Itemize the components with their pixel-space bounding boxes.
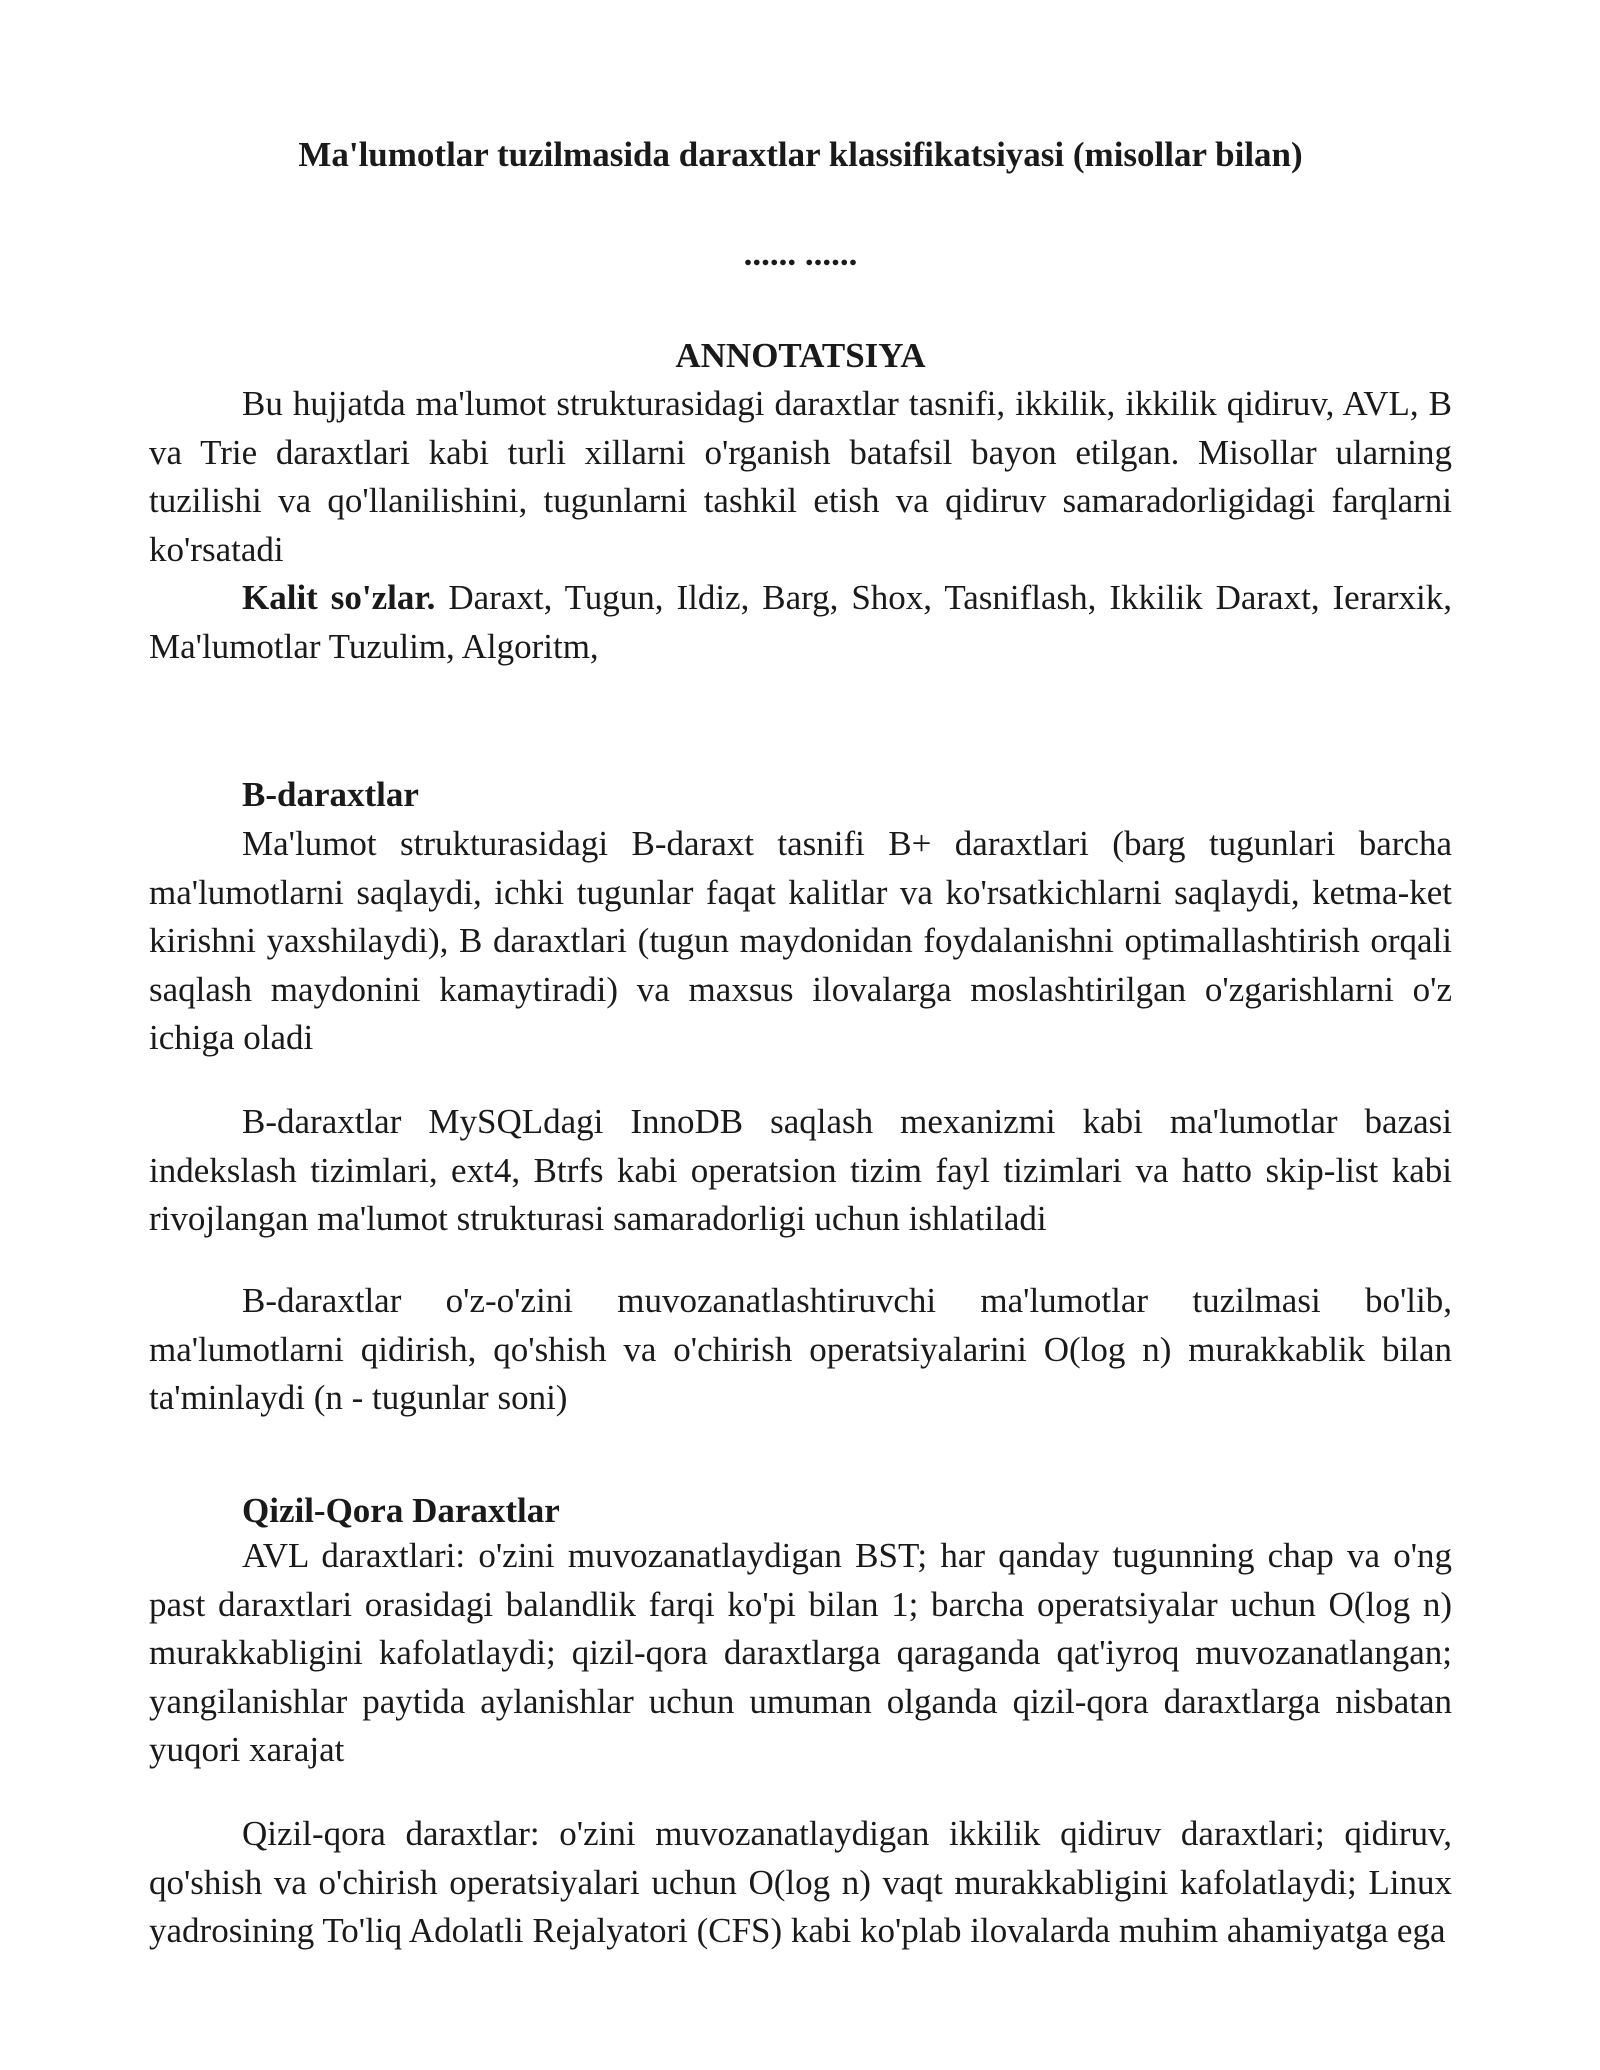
section-paragraph: B-daraxtlar MySQLdagi InnoDB saqlash mexanizmi kabi ma'lumotlar bazasi indekslash tizimlari, ext4, Btrfs kabi operatsion tizim fayl tizimlari va hatto skip-list kabi rivojlangan ma'lumot strukturasi samaradorligi uchun ishlatiladi <box>149 1102 1452 1238</box>
section-paragraph: AVL daraxtlari: o'zini muvozanatlaydigan BST; har qanday tugunning chap va o'ng past daraxtlari orasidagi balandlik farqi ko'pi bilan 1; barcha operatsiyalar uchun O(log n) murakkabligini kafolatlaydi; qizil-qora daraxtlarga qaraganda qat'iyroq muvozanatlangan; yangilanishlar paytida aylanishlar uchun umuman olganda qizil-qora daraxtlarga nisbatan yuqori xarajat <box>149 1536 1452 1769</box>
document-title: Ma'lumotlar tuzilmasida daraxtlar klassifikatsiyasi (misollar bilan) <box>298 135 1303 174</box>
keywords-text: Daraxt, Tugun, Ildiz, Barg, Shox, Tasniflash, Ikkilik Daraxt, Ierarxik, Ma'lumotlar Tuzulim, Algoritm, <box>149 578 1452 666</box>
annotation-paragraph: Bu hujjatda ma'lumot strukturasidagi daraxtlar tasnifi, ikkilik, ikkilik qidiruv, AVL, B va Trie daraxtlari kabi turli xillarni o'rganish batafsil bayon etilgan. Misollar ularning tuzilishi va qo'llanilishini, tugunlarni tashkil etish va qidiruv samaradorligidagi farqlarni ko'rsatadi <box>149 384 1452 569</box>
section-paragraph: B-daraxtlar o'z-o'zini muvozanatlashtiruvchi ma'lumotlar tuzilmasi bo'lib, ma'lumotlarni qidirish, qo'shish va o'chirish operatsiyalarini O(log n) murakkablik bilan ta'minlaydi (n - tugunlar soni) <box>149 1281 1452 1417</box>
section-heading-b-trees: B-daraxtlar <box>242 775 419 814</box>
keywords-paragraph <box>149 574 1452 671</box>
section-heading-red-black-trees: Qizil-Qora Daraxtlar <box>242 1491 560 1530</box>
annotation-heading: ANNOTATSIYA <box>675 336 926 375</box>
section-paragraph: Ma'lumot strukturasidagi B-daraxt tasnifi B+ daraxtlari (barg tugunlari barcha ma'lumotlarni saqlaydi, ichki tugunlar faqat kalitlar va ko'rsatkichlarni saqlaydi, ketma-ket kirishni yaxshilaydi), B daraxtlari (tugun maydonidan foydalanishni optimallashtirish orqali saqlash maydonini kamaytiradi) va maxsus ilovalarga moslashtirilgan o'zgarishlarni o'z ichiga oladi <box>149 824 1452 1057</box>
section-paragraph: Qizil-qora daraxtlar: o'zini muvozanatlaydigan ikkilik qidiruv daraxtlari; qidiruv, qo'shish va o'chirish operatsiyalari uchun O(log n) vaqt murakkabligini kafolatlaydi; Linux yadrosining To'liq Adolatli Rejalyatori (CFS) kabi ko'plab ilovalarda muhim ahamiyatga ega <box>149 1814 1452 1950</box>
author-line: ...... ...... <box>743 234 858 273</box>
keywords-label: Kalit so'zlar. <box>242 578 436 617</box>
